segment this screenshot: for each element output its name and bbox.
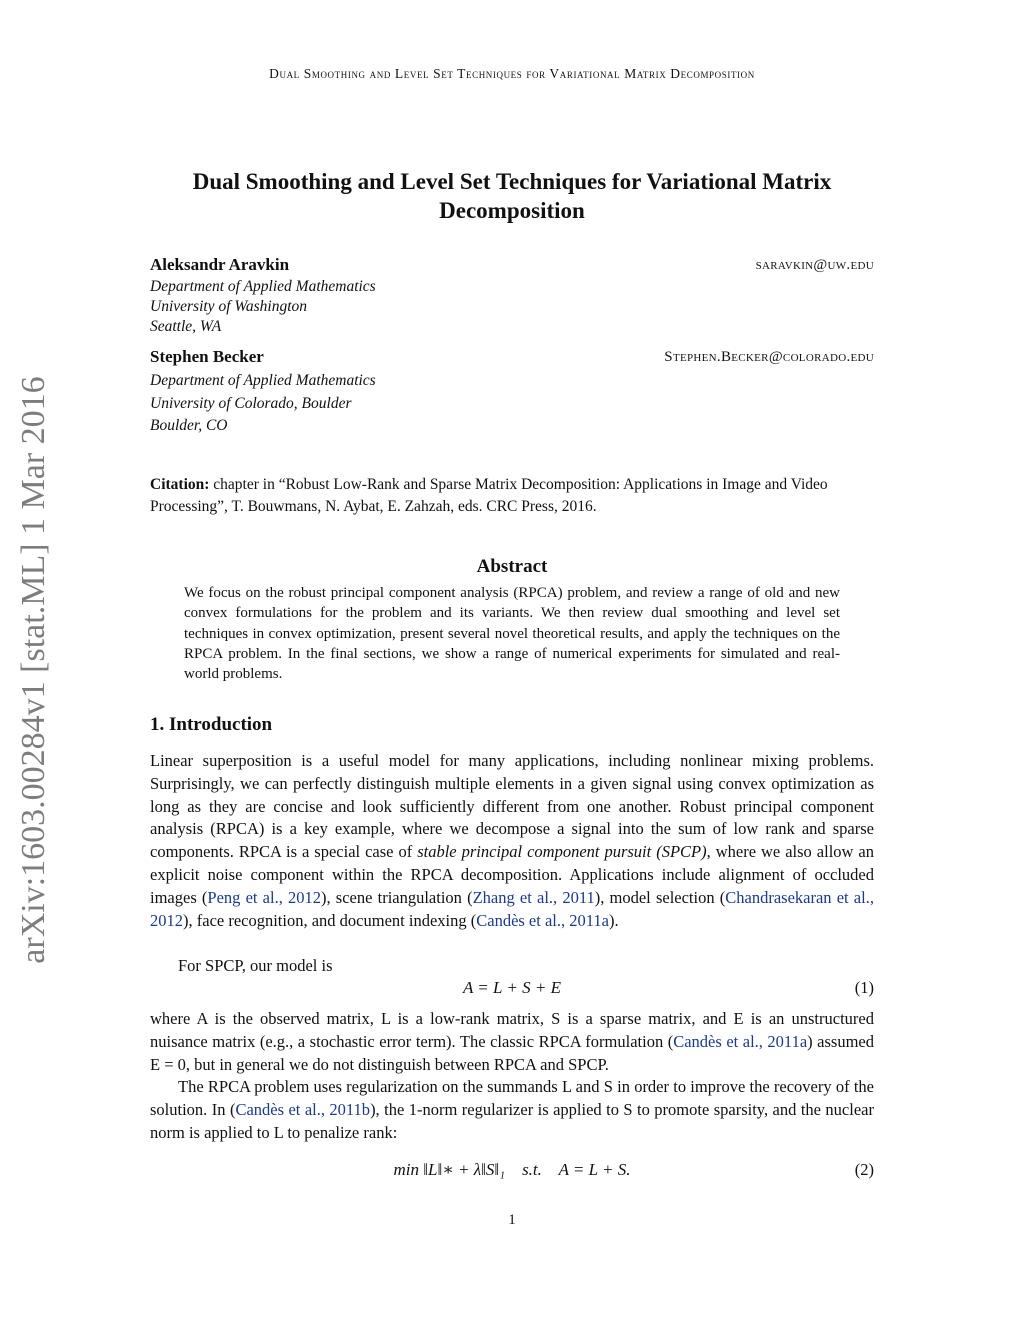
- citation: [150, 474, 874, 518]
- arxiv-stamp: arXiv:1603.00284v1 [stat.ML] 1 Mar 2016: [15, 376, 52, 964]
- equation-1: [150, 978, 874, 998]
- running-head: Dual Smoothing and Level Set Techniques for Variational Matrix Decomposition: [269, 66, 755, 81]
- intro-paragraph-2: For SPCP, our model is: [178, 956, 333, 975]
- emphasis-text: stable principal component pursuit (SPCP): [417, 842, 707, 862]
- intro-paragraph-4: [150, 1076, 874, 1144]
- intro-paragraph-3: [150, 1008, 874, 1076]
- author-department: Department of Applied Mathematics: [150, 278, 376, 295]
- equation-2: [150, 1160, 874, 1180]
- author-block-2: [150, 347, 874, 438]
- equation-body: A = L + S + E: [462, 978, 562, 997]
- equation-number: (2): [854, 1160, 874, 1179]
- text-run: , where we also allow an explicit noise component within the RPCA decomposition. Applications include alignment of occluded images (: [150, 842, 874, 907]
- citation-link[interactable]: Candès et al., 2011a: [673, 1031, 808, 1051]
- intro-paragraph-1: [150, 750, 874, 932]
- text-run: The RPCA problem uses regularization on the summands L and S in order to improve the recovery of the solution. In (: [150, 1077, 874, 1119]
- citation-link[interactable]: Candès et al., 2011a: [476, 910, 609, 930]
- text-run: ), face recognition, and document indexing (: [183, 910, 477, 930]
- author-email[interactable]: Stephen.Becker@colorado.edu: [664, 349, 874, 365]
- title-line-1: Dual Smoothing and Level Set Techniques for Variational Matrix: [192, 169, 832, 194]
- paper-title: [150, 167, 874, 225]
- text-run: where A is the observed matrix, L is a low-rank matrix, S is a sparse matrix, and E is an unstructured nuisance matrix (e.g., a stochastic error term). The classic RPCA formulation (: [150, 1009, 874, 1051]
- equation-body: min ‖L‖∗ + λ‖S‖₁ s.t. A = L + S.: [393, 1160, 631, 1179]
- text-run: Linear superposition is a useful model for many applications, including nonlinear mixing problems. Surprisingly, we can perfectly distinguish multiple elements in a given signal using convex optimization as long as they are concise and look sufficiently different from one another. Robust principal component analysis (RPCA) is a key example, where we decompose a signal into the sum of low rank and sparse components. RPCA is a special case of: [150, 751, 874, 862]
- text-run: ).: [608, 910, 619, 930]
- citation-link[interactable]: Zhang et al., 2011: [472, 887, 595, 907]
- author-university: University of Washington: [150, 298, 308, 315]
- citation-link[interactable]: Candès et al., 2011b: [235, 1099, 371, 1119]
- text-run: ), scene triangulation (: [321, 887, 473, 907]
- section-heading: 1. Introduction: [150, 714, 273, 735]
- abstract-body: We focus on the robust principal component analysis (RPCA) problem, and review a range of old and new convex formulations for the problem and its variants. We then review dual smoothing and level set techniques in convex optimization, present several novel theoretical results, and apply the techniques on the RPCA problem. In the final sections, we show a range of numerical experiments for simulated and real-world problems.: [184, 585, 840, 683]
- author-name: Stephen Becker: [150, 347, 264, 366]
- author-email[interactable]: saravkin@uw.edu: [755, 257, 874, 273]
- text-run: ), model selection (: [594, 887, 726, 907]
- citation-label: Citation:: [150, 476, 210, 493]
- citation-link[interactable]: Chandrasekaran et al., 2012: [150, 887, 874, 930]
- title-line-2: Decomposition: [439, 198, 585, 223]
- author-city: Seattle, WA: [150, 318, 222, 335]
- citation-text: chapter in “Robust Low-Rank and Sparse Matrix Decomposition: Applications in Image and Video Processing”, T. Bouwmans, N. Aybat, E. Zahzah, eds. CRC Press, 2016.: [150, 476, 828, 515]
- text-run: ), the 1-norm regularizer is applied to S to promote sparsity, and the nuclear norm is applied to L to penalize rank:: [150, 1099, 874, 1142]
- page-number: 1: [508, 1212, 516, 1228]
- citation-link[interactable]: Peng et al., 2012: [207, 887, 321, 907]
- text-run: ) assumed E = 0, but in general we do not distinguish between RPCA and SPCP.: [150, 1031, 874, 1074]
- author-block-1: [150, 255, 874, 337]
- equation-number: (1): [854, 978, 874, 997]
- author-city: Boulder, CO: [150, 417, 228, 434]
- author-university: University of Colorado, Boulder: [150, 394, 352, 412]
- author-department: Department of Applied Mathematics: [150, 372, 376, 389]
- author-name: Aleksandr Aravkin: [150, 255, 290, 274]
- abstract-heading: Abstract: [476, 556, 548, 577]
